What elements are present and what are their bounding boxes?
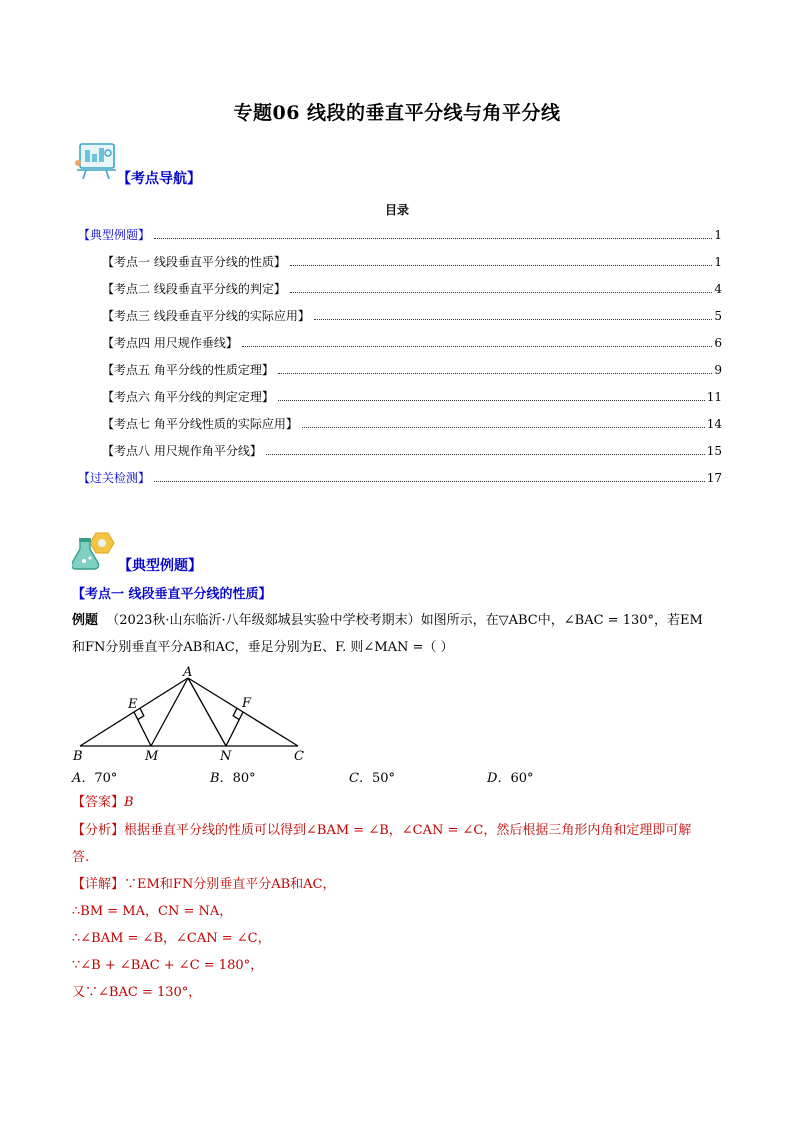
table-of-contents (78, 226, 722, 496)
flask-icon (72, 531, 116, 575)
analysis-line-2: 答. (72, 850, 90, 865)
label-N: N (220, 749, 232, 764)
example-line-1: （2023秋·山东临沂·八年级郯城县实验中学校考期末）如图所示，在▽ABC中，∠BAC = 130°，若EM (106, 613, 703, 628)
detail-line-4: ∵∠B + ∠BAC + ∠C = 180°， (72, 958, 264, 973)
toc-item-page: 14 (706, 417, 722, 431)
toc-item[interactable] (102, 388, 722, 404)
example-question (72, 607, 732, 661)
detail (72, 871, 732, 1006)
toc-leader (266, 454, 705, 455)
toc-item-page: 1 (714, 228, 722, 242)
toc-leader (290, 292, 713, 293)
toc-item-page: 1 (714, 255, 722, 269)
option-b: B．80° (210, 771, 256, 786)
label-F: F (242, 696, 252, 711)
toc-title: 目录 (384, 203, 409, 217)
label-B: B (73, 749, 83, 764)
triangle-figure (70, 664, 320, 768)
label-C: C (294, 749, 304, 764)
toc-item[interactable] (102, 442, 722, 458)
answer-tag: 【答案】 (72, 795, 125, 810)
toc-item[interactable] (102, 280, 722, 296)
toc-item-label: 【考点八 用尺规作角平分线】 (102, 444, 262, 458)
nav-heading: 【考点导航】 (117, 171, 201, 187)
detail-line-5: 又∵∠BAC = 130°， (72, 985, 202, 1000)
toc-item-label: 【考点六 角平分线的判定定理】 (102, 390, 274, 404)
toc-item-label: 【考点五 角平分线的性质定理】 (102, 363, 274, 377)
detail-line-1: ∵EM和FN分别垂直平分AB和AC， (124, 877, 336, 892)
toc-item-page: 15 (706, 444, 722, 458)
detail-tag: 【详解】 (72, 877, 125, 892)
toc-item-page: 17 (706, 471, 722, 485)
toc-leader (302, 427, 705, 428)
toc-item[interactable] (102, 307, 722, 323)
page-title: 专题06 线段的垂直平分线与角平分线 (233, 102, 561, 124)
option-a: A．70° (72, 771, 118, 786)
toc-item-label: 【过关检测】 (78, 471, 151, 485)
answer-value: B (124, 795, 134, 810)
topic-heading: 【考点一 线段垂直平分线的性质】 (72, 587, 272, 602)
analysis-tag: 【分析】 (72, 823, 125, 838)
toc-item-page: 11 (706, 390, 722, 404)
toc-item-label: 【考点二 线段垂直平分线的判定】 (102, 282, 286, 296)
toc-item-page: 9 (714, 363, 722, 377)
toc-item-page: 6 (714, 336, 722, 350)
toc-item-page: 4 (714, 282, 722, 296)
toc-item-label: 【考点一 线段垂直平分线的性质】 (102, 255, 286, 269)
toc-item[interactable] (102, 415, 722, 431)
toc-item[interactable] (102, 361, 722, 377)
toc-item[interactable] (102, 253, 722, 269)
analysis (72, 817, 732, 871)
teacher-board-icon (74, 141, 118, 185)
toc-item-label: 【考点三 线段垂直平分线的实际应用】 (102, 309, 310, 323)
option-d: D．60° (487, 771, 534, 786)
toc-item[interactable] (78, 226, 722, 242)
section-heading: 【典型例题】 (118, 558, 202, 574)
example-label: 例题 (72, 613, 99, 628)
analysis-line-1: 根据垂直平分线的性质可以得到∠BAM = ∠B，∠CAN = ∠C，然后根据三角形内角和定理即可解 (124, 823, 692, 838)
label-M: M (145, 749, 159, 764)
toc-leader (242, 346, 713, 347)
toc-leader (154, 238, 712, 239)
toc-item-page: 5 (714, 309, 722, 323)
toc-item-label: 【考点七 角平分线性质的实际应用】 (102, 417, 298, 431)
toc-item[interactable] (78, 469, 722, 485)
label-A: A (183, 665, 193, 680)
option-c: C．50° (349, 771, 395, 786)
toc-leader (278, 373, 713, 374)
detail-line-3: ∴∠BAM = ∠B，∠CAN = ∠C， (72, 931, 271, 946)
answer (72, 789, 134, 816)
toc-leader (278, 400, 705, 401)
toc-item-label: 【典型例题】 (78, 228, 151, 242)
detail-line-2: ∴BM = MA，CN = NA， (72, 904, 233, 919)
toc-item[interactable] (102, 334, 722, 350)
toc-leader (314, 319, 713, 320)
example-line-2: 和FN分别垂直平分AB和AC，垂足分别为E、F. 则∠MAN =（ ） (72, 640, 454, 655)
toc-leader (154, 481, 705, 482)
toc-leader (290, 265, 713, 266)
toc-item-label: 【考点四 用尺规作垂线】 (102, 336, 238, 350)
label-E: E (128, 697, 138, 712)
